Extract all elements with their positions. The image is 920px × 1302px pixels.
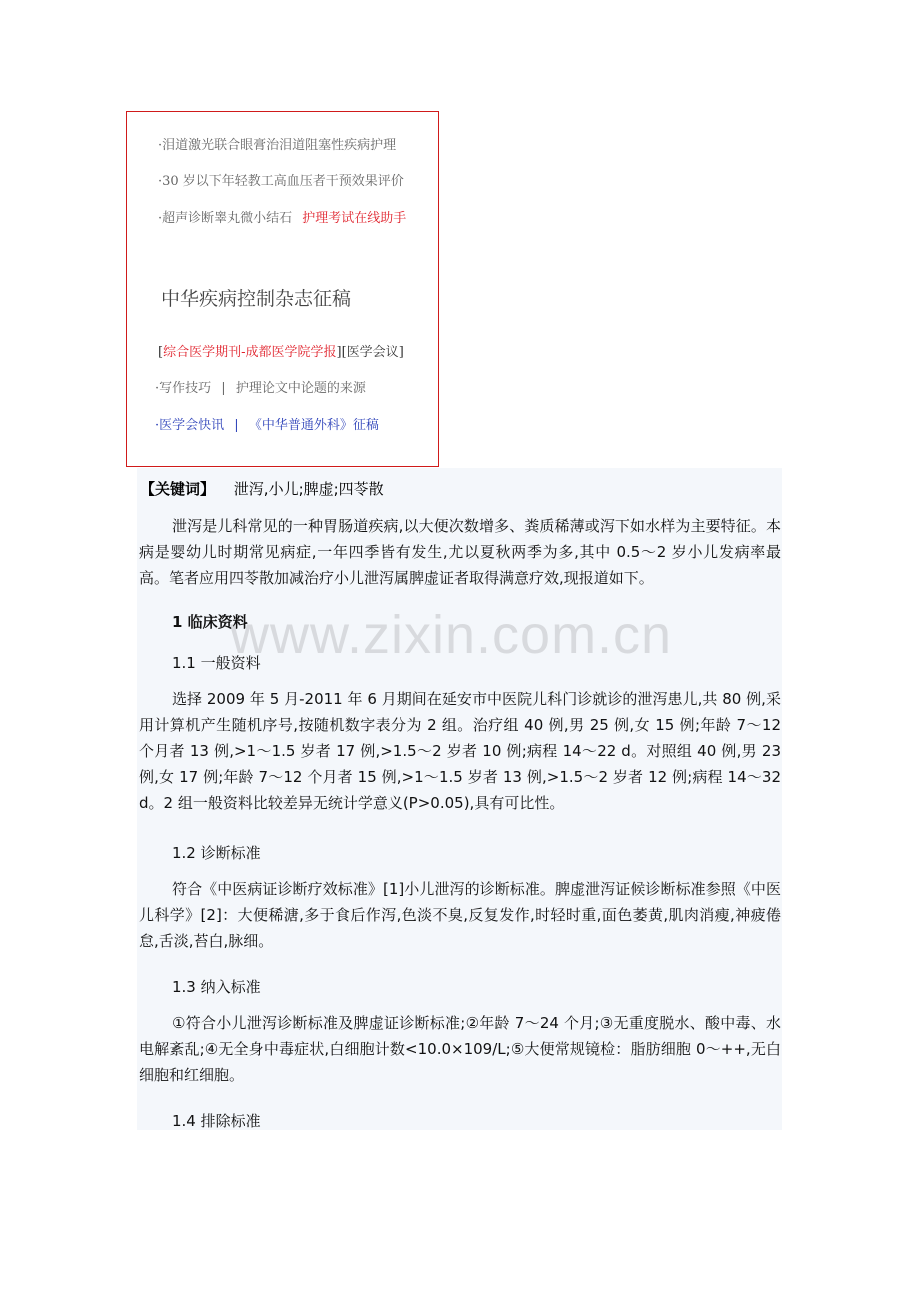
heading-exclusion: 1.4 排除标准 [172,1112,261,1130]
conference-link[interactable]: 医学会议 [346,345,399,360]
heading-clinical-data: 1 临床资料 [172,613,248,631]
writing-nav [155,377,366,396]
topic-source-link[interactable]: 护理论文中论题的来源 [235,381,366,396]
exam-helper-link[interactable]: 护理考试在线助手 [302,211,407,226]
related-link-3[interactable] [158,207,406,226]
inclusion-paragraph: ①符合小儿泄泻诊断标准及脾虚证诊断标准;②年龄 7～24 个月;③无重度脱水、酸中毒、水电解紊乱;④无全身中毒症状,白细胞计数<10.0×109/L;⑤大便常规镜检：脂肪细胞 0～++,无白细胞和红细胞。 [139,1014,781,1084]
bracket-close: ] [398,345,404,360]
related-links-panel [126,111,439,467]
chengdu-journal-link[interactable]: 成都医学院学报 [245,345,337,360]
general-data-paragraph: 选择 2009 年 5 月-2011 年 6 月期间在延安市中医院儿科门诊就诊的泄泻患儿,共 80 例,采用计算机产生随机序号,按随机数字表分为 2 组。治疗组 40 例,男 25 例,女 15 例;年龄 7～12 个月者 13 例,>1～1.5 岁者 17 例,>1.5～2 岁者 10 例;病程 14～22 d。对照组 40 例,男 23 例,女 17 例;年龄 7～12 个月者 15 例,>1～1.5 岁者 13 例,>1.5～2 岁者 12 例;病程 14～32 d。2 组一般资料比较差异无统计学意义(P>0.05),具有可比性。 [139,690,781,812]
surgery-call-link[interactable]: 《中华普通外科》征稿 [248,418,379,433]
keywords-text: 泄泻,小儿;脾虚;四苓散 [233,480,384,498]
diagnosis-paragraph: 符合《中医病证诊断疗效标准》[1]小儿泄泻的诊断标准。脾虚泄泻证候诊断标准参照《中医儿科学》[2]：大便稀溏,多于食后作泻,色淡不臭,反复发作,时轻时重,面色萎黄,肌肉消瘦,神疲倦怠,舌淡,苔白,脉细。 [139,880,781,950]
watermark: www.zixin.com.cn [230,605,673,665]
related-link-2[interactable]: ·30 岁以下年轻教工高血压者干预效果评价 [158,174,404,189]
related-link-1[interactable]: ·泪道激光联合眼膏治泪道阻塞性疾病护理 [158,138,397,153]
heading-general-data: 1.1 一般资料 [172,654,261,672]
journal-nav [158,341,404,360]
article-body [137,468,782,1130]
news-nav [155,414,379,433]
general-journals-link[interactable]: 综合医学期刊 [163,345,242,360]
separator: | [221,381,226,396]
writing-tips-link[interactable]: ·写作技巧 [155,381,212,396]
heading-diagnosis: 1.2 诊断标准 [172,844,261,862]
news-link[interactable]: ·医学会快讯 [155,418,225,433]
separator: | [234,418,239,433]
related-link-3-text[interactable]: ·超声诊断睾丸微小结石 [158,211,293,226]
intro-paragraph: 泄泻是儿科常见的一种胃肠道疾病,以大便次数增多、粪质稀薄或泻下如水样为主要特征。本病是婴幼儿时期常见病症,一年四季皆有发生,尤以夏秋两季为多,其中 0.5～2 岁小儿发病率最高。笔者应用四苓散加减治疗小儿泄泻属脾虚证者取得满意疗效,现报道如下。 [139,517,781,587]
mid-bracket: ][ [336,345,347,360]
heading-inclusion: 1.3 纳入标准 [172,978,261,996]
bracket-open: [ [158,345,164,360]
dash: - [241,345,246,360]
keywords-label: 【关键词】 [140,480,216,498]
section-title: 中华疾病控制杂志征稿 [161,288,352,310]
keywords-line [140,478,384,499]
